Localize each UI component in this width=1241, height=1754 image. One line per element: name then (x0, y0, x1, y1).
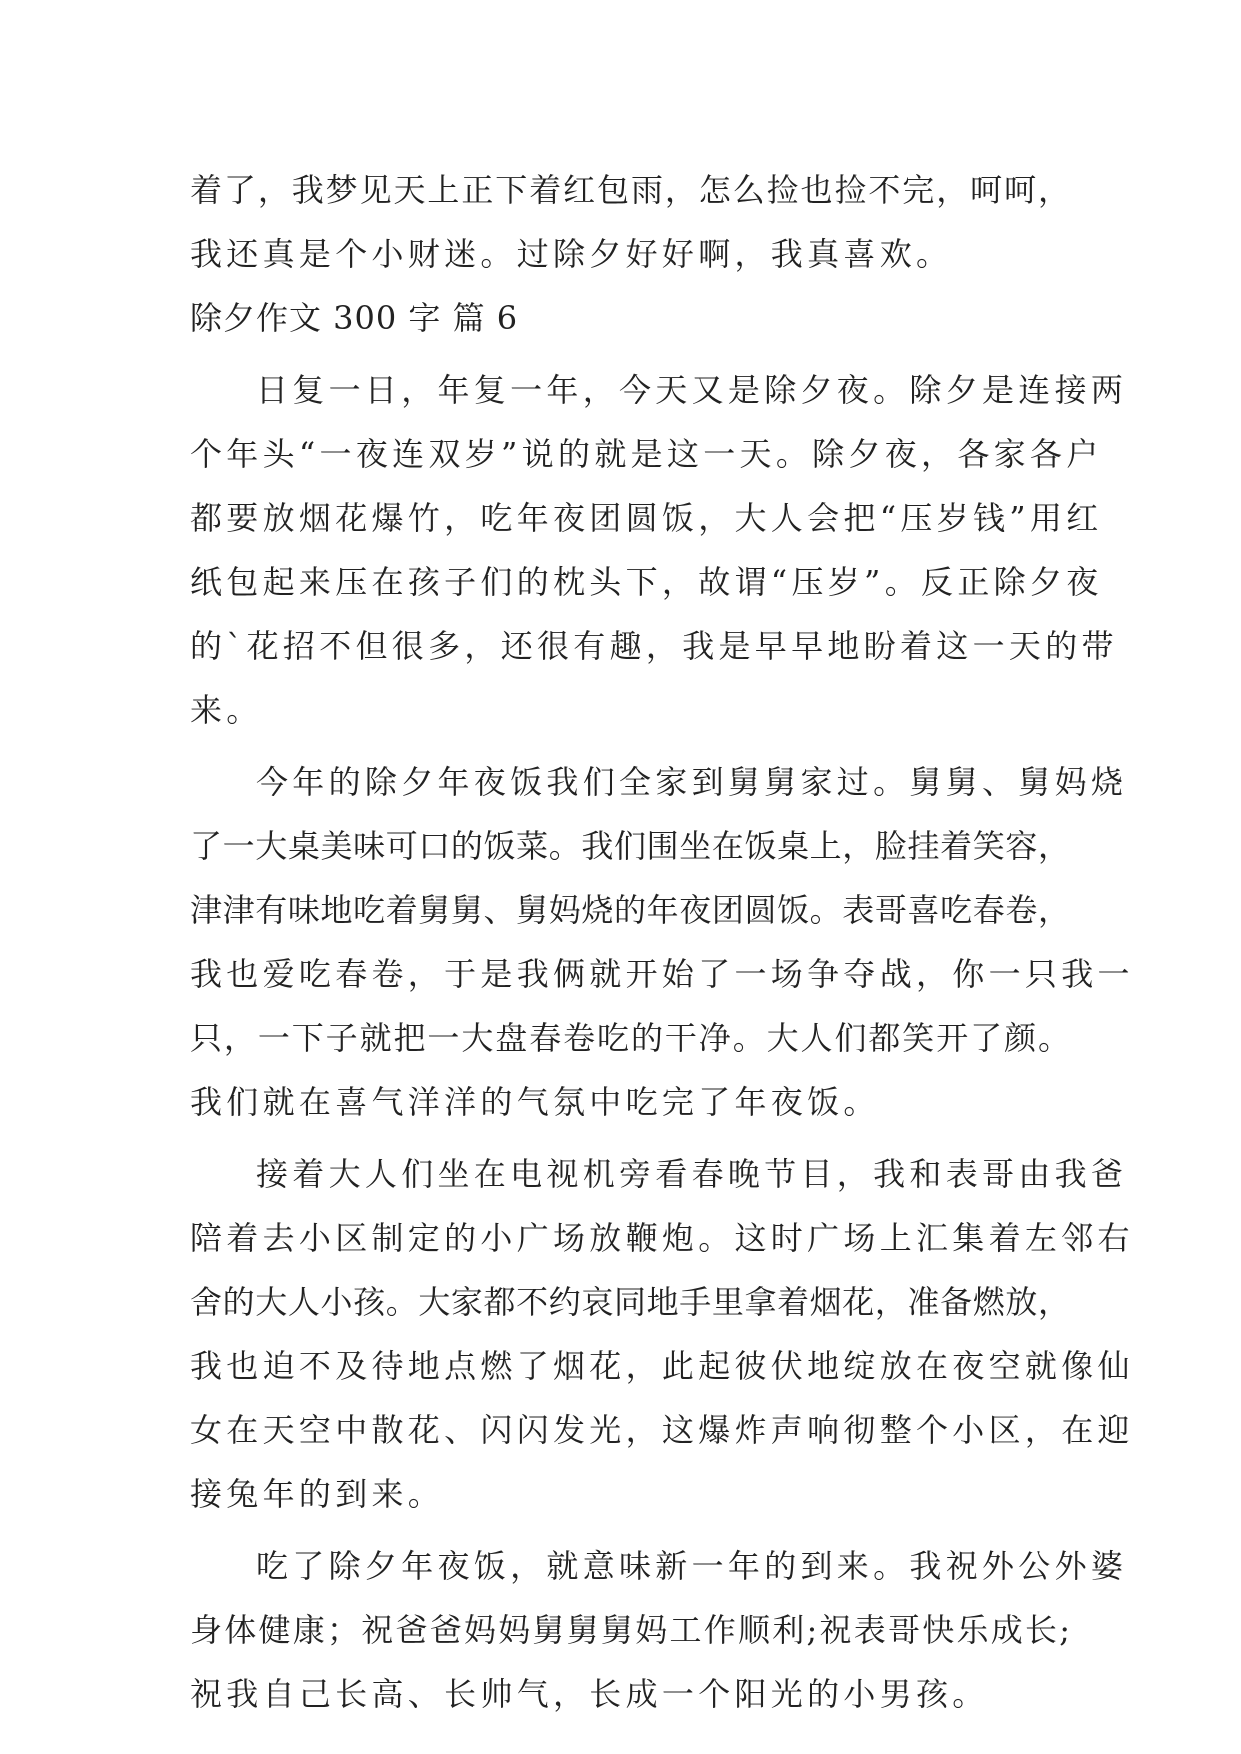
paragraph-line: 我也爱吃春卷，于是我俩就开始了一场争夺战，你一只我一 (190, 955, 1134, 993)
paragraph-line: 女在天空中散花、闪闪发光，这爆炸声响彻整个小区，在迎 (190, 1411, 1134, 1449)
paragraph-line: 的`花招不但很多，还很有趣，我是早早地盼着这一天的带 (190, 627, 1118, 665)
paragraph-line: 祝我自己长高、长帅气，长成一个阳光的小男孩。 (190, 1675, 989, 1713)
paragraph-1 (190, 358, 1128, 742)
paragraph-line: 陪着去小区制定的小广场放鞭炮。这时广场上汇集着左邻右 (190, 1219, 1134, 1257)
paragraph-line: 我还真是个小财迷。过除夕好好啊，我真喜欢。 (190, 235, 953, 273)
paragraph-3 (190, 1142, 1134, 1526)
paragraph-line: 接着大人们坐在电视机旁看春晚节目，我和表哥由我爸 (256, 1155, 1128, 1193)
paragraph-4 (190, 1534, 1128, 1726)
paragraph-2 (190, 750, 1134, 1134)
paragraph-line: 了一大桌美味可口的饭菜。我们围坐在饭桌上，脸挂着笑容， (190, 827, 1070, 865)
paragraph-line: 今年的除夕年夜饭我们全家到舅舅家过。舅舅、舅妈烧 (256, 763, 1128, 801)
paragraph-line: 身体健康；祝爸爸妈妈舅舅舅妈工作顺利;祝表哥快乐成长; (190, 1611, 1070, 1649)
document-page (190, 158, 1134, 1726)
paragraph-line: 来。 (190, 691, 263, 729)
paragraph-line: 接兔年的到来。 (190, 1475, 445, 1513)
paragraph-line: 日复一日，年复一年，今天又是除夕夜。除夕是连接两 (256, 371, 1128, 409)
intro-paragraph (190, 158, 1070, 286)
paragraph-line: 吃了除夕年夜饭，就意味新一年的到来。我祝外公外婆 (256, 1547, 1128, 1585)
paragraph-line: 只，一下子就把一大盘春卷吃的干净。大人们都笑开了颜。 (190, 1019, 1070, 1057)
paragraph-line: 着了，我梦见天上正下着红包雨，怎么捡也捡不完，呵呵， (190, 171, 1070, 209)
section-title: 除夕作文 300 字 篇 6 (190, 299, 519, 337)
paragraph-line: 津津有味地吃着舅舅、舅妈烧的年夜团圆饭。表哥喜吃春卷， (190, 891, 1070, 929)
paragraph-line: 纸包起来压在孩子们的枕头下，故谓“压岁”。反正除夕夜 (190, 563, 1103, 601)
paragraph-line: 都要放烟花爆竹，吃年夜团圆饭，大人会把“压岁钱”用红 (190, 499, 1103, 537)
paragraph-line: 我也迫不及待地点燃了烟花，此起彼伏地绽放在夜空就像仙 (190, 1347, 1134, 1385)
paragraph-line: 舍的大人小孩。大家都不约哀同地手里拿着烟花，准备燃放， (190, 1283, 1070, 1321)
paragraph-line: 我们就在喜气洋洋的气氛中吃完了年夜饭。 (190, 1083, 880, 1121)
paragraph-line: 个年头“一夜连双岁”说的就是这一天。除夕夜，各家各户 (190, 435, 1103, 473)
